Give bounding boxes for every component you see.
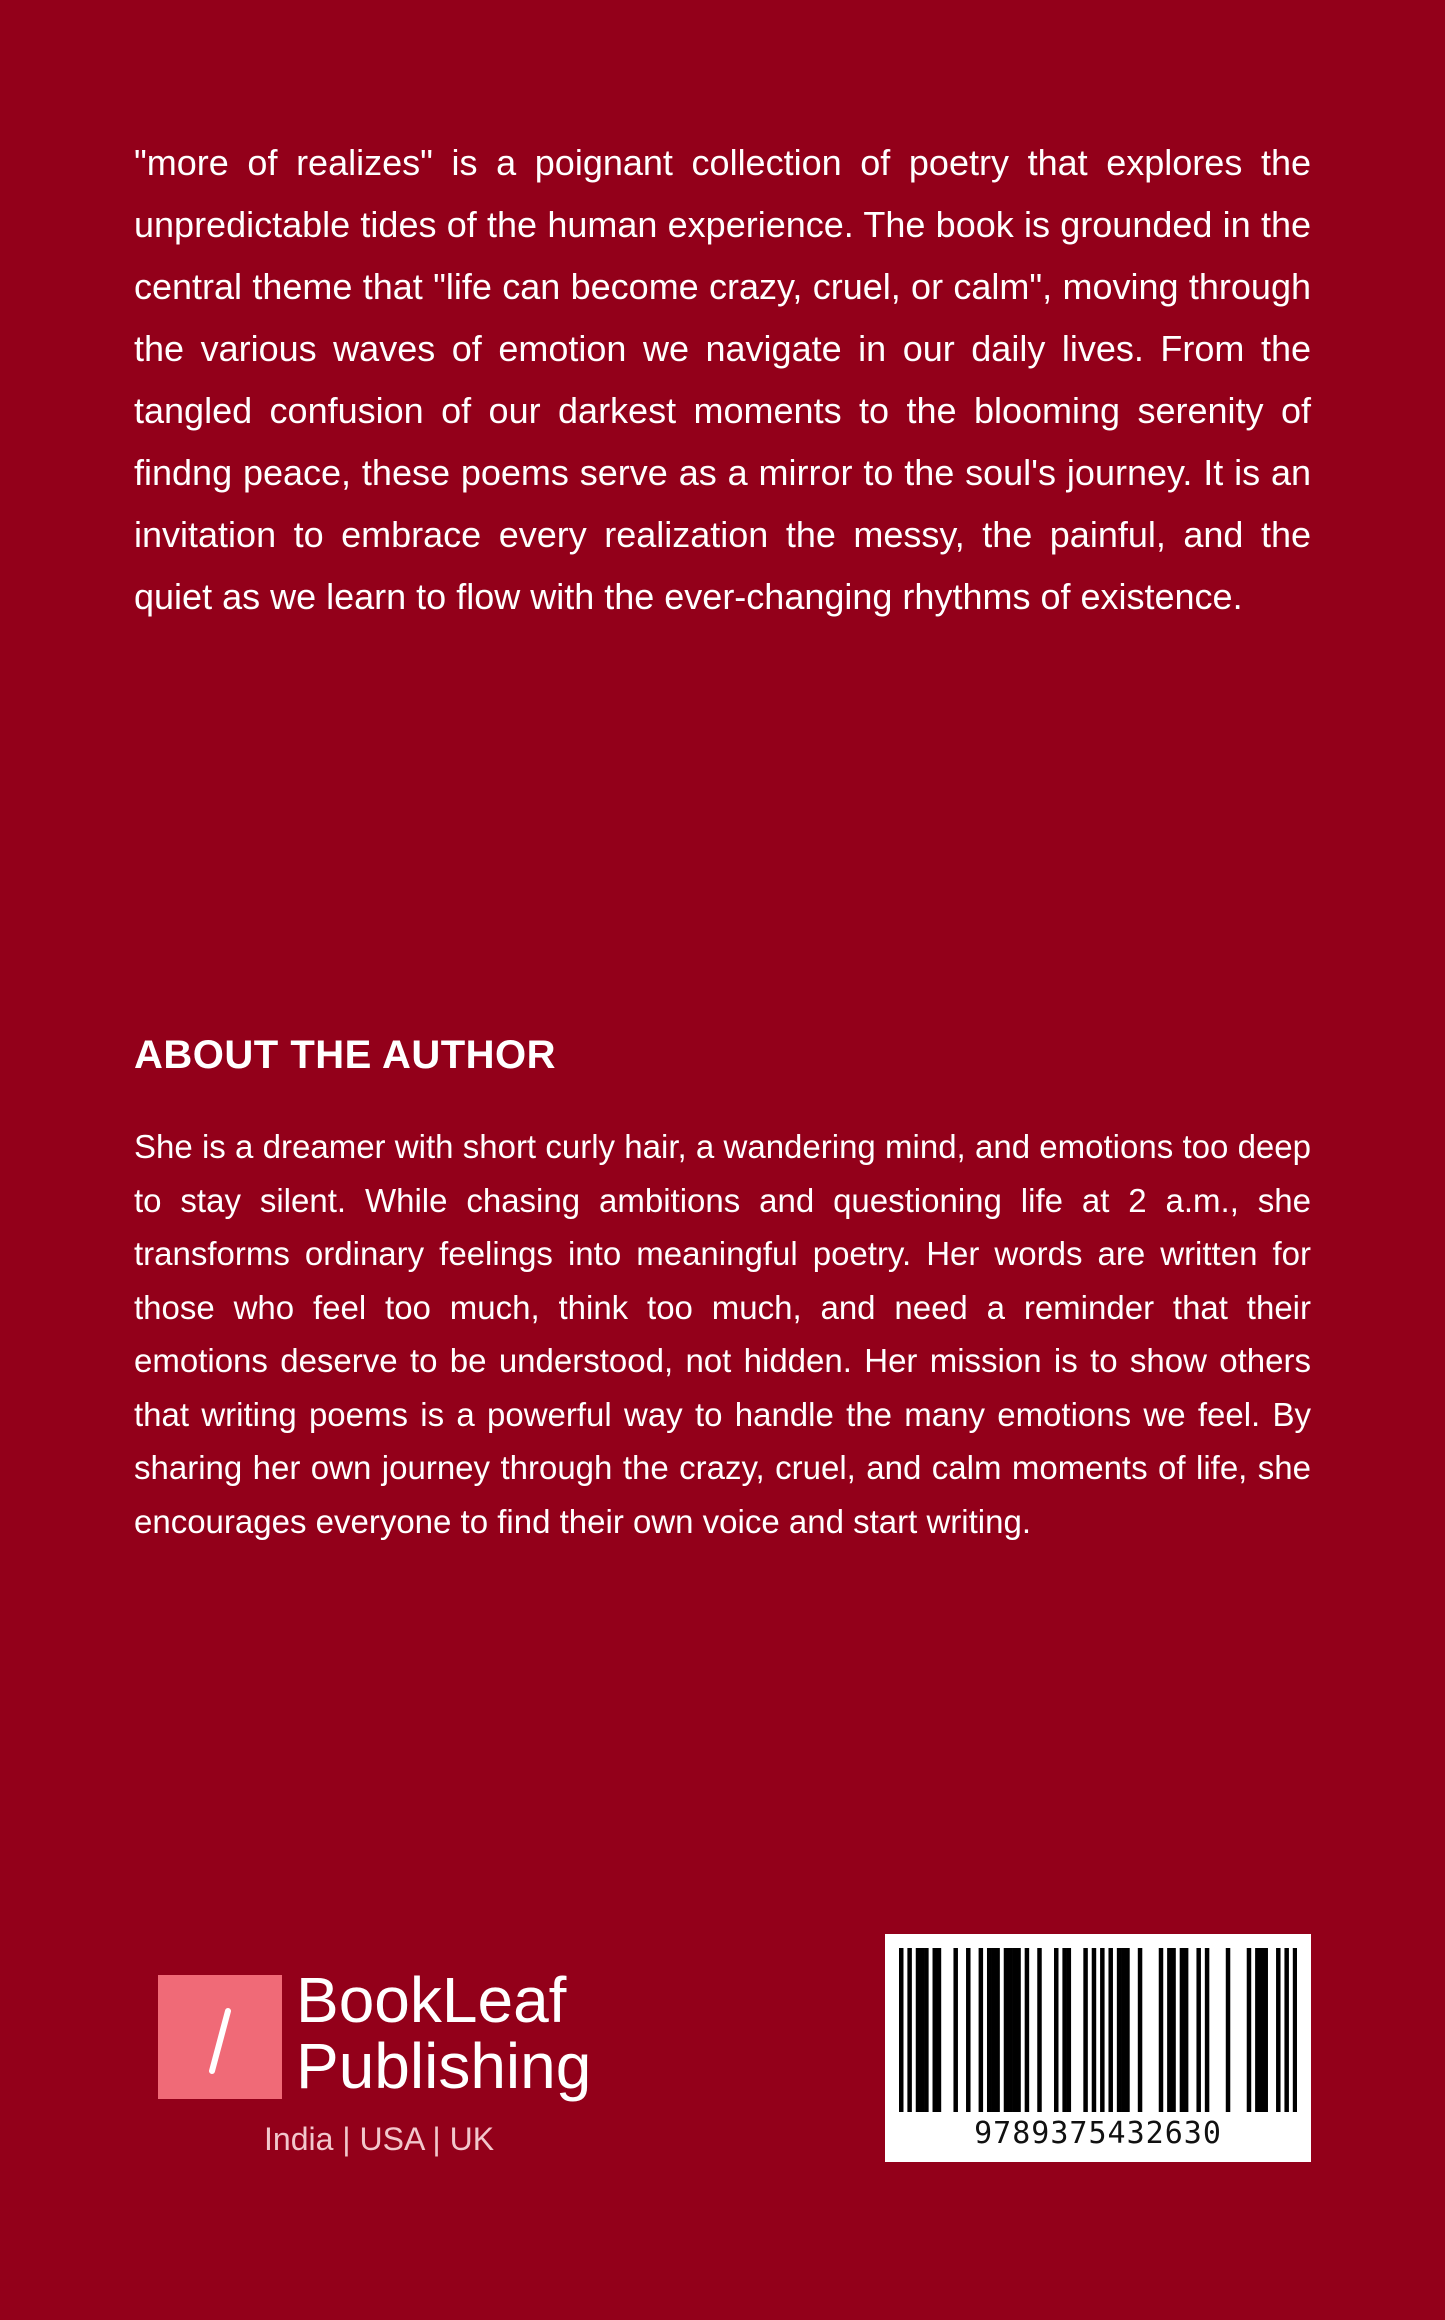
barcode-bar xyxy=(1054,1948,1058,2112)
barcode-bar xyxy=(1012,1948,1016,2112)
barcode-bar xyxy=(1062,1948,1066,2112)
barcode-bar xyxy=(1263,1948,1267,2112)
barcode-bar xyxy=(1092,1948,1096,2112)
barcode-bars xyxy=(899,1948,1297,2114)
book-blurb: "more of realizes" is a poignant collection of poetry that explores the unpredictable tides of the human experience. The book is grounded in the central theme that "life can become crazy, cruel, or calm", moving through the various waves of emotion we navigate in our daily lives. From the tangled confusion of our darkest moments to the blooming serenity of findng peace, these poems serve as a mirror to the soul's journey. It is an invitation to embrace every realization the messy, the painful, and the quiet as we learn to flow with the ever-changing rhythms of existence. xyxy=(134,142,1311,617)
publisher-regions: India | USA | UK xyxy=(264,2121,495,2157)
barcode-bar xyxy=(1025,1948,1029,2112)
barcode-bar xyxy=(953,1948,957,2112)
barcode-bar xyxy=(1159,1948,1163,2112)
barcode-bar xyxy=(1100,1948,1104,2112)
barcode-bar xyxy=(899,1948,903,2112)
barcode-bar xyxy=(1247,1948,1251,2112)
barcode-bar xyxy=(1293,1948,1297,2112)
publisher-logo xyxy=(158,1965,618,2165)
barcode-bar xyxy=(1205,1948,1209,2112)
barcode-bar xyxy=(1125,1948,1129,2112)
barcode-bar xyxy=(1196,1948,1200,2112)
barcode-bar xyxy=(920,1948,924,2112)
isbn-barcode xyxy=(885,1934,1311,2162)
isbn-number: 9789375432630 xyxy=(974,2116,1222,2151)
barcode-bar xyxy=(933,1948,937,2112)
barcode-bar xyxy=(1083,1948,1087,2112)
author-bio: She is a dreamer with short curly hair, a wandering mind, and emotions too deep to stay silent. While chasing ambitions and questioning life at 2 a.m., she transforms ordinary feelings into meaningful poetry. Her words are written for those who feel too much, think too much, and need a reminder that their emotions deserve to be understood, not hidden. Her mission is to show others that writing poems is a powerful way to handle the many emotions we feel. By sharing her own journey through the crazy, cruel, and calm moments of life, she encourages everyone to find their own voice and start writing. xyxy=(134,1128,1311,1540)
barcode-bar xyxy=(1004,1948,1008,2112)
about-author-heading: ABOUT THE AUTHOR xyxy=(134,1033,557,1077)
barcode-bar xyxy=(1138,1948,1142,2112)
barcode-bar xyxy=(966,1948,970,2112)
barcode-bar xyxy=(1255,1948,1259,2112)
barcode-bar xyxy=(924,1948,928,2112)
barcode-bar xyxy=(1171,1948,1175,2112)
barcode-bar xyxy=(1108,1948,1112,2112)
barcode-bar xyxy=(1259,1948,1263,2112)
barcode-bar xyxy=(1117,1948,1121,2112)
barcode-bar xyxy=(979,1948,983,2112)
publisher-name-line2: Publishing xyxy=(296,2030,592,2102)
barcode-bar xyxy=(1121,1948,1125,2112)
barcode-bar xyxy=(937,1948,941,2112)
barcode-bar xyxy=(1016,1948,1020,2112)
barcode-bar xyxy=(1284,1948,1288,2112)
slash-logo-icon xyxy=(158,1975,282,2099)
barcode-bar xyxy=(1008,1948,1012,2112)
barcode-bar xyxy=(1167,1948,1171,2112)
barcode-bar xyxy=(991,1948,995,2112)
barcode-bar xyxy=(987,1948,991,2112)
barcode-bar xyxy=(995,1948,999,2112)
publisher-name-line1: BookLeaf xyxy=(296,1964,567,2036)
barcode-bar xyxy=(916,1948,920,2112)
barcode-bar xyxy=(1067,1948,1071,2112)
barcode-bar xyxy=(1180,1948,1184,2112)
barcode-bar xyxy=(1184,1948,1188,2112)
barcode-bar xyxy=(1276,1948,1280,2112)
barcode-bar xyxy=(1226,1948,1230,2112)
barcode-bar xyxy=(907,1948,911,2112)
barcode-bar xyxy=(1037,1948,1041,2112)
